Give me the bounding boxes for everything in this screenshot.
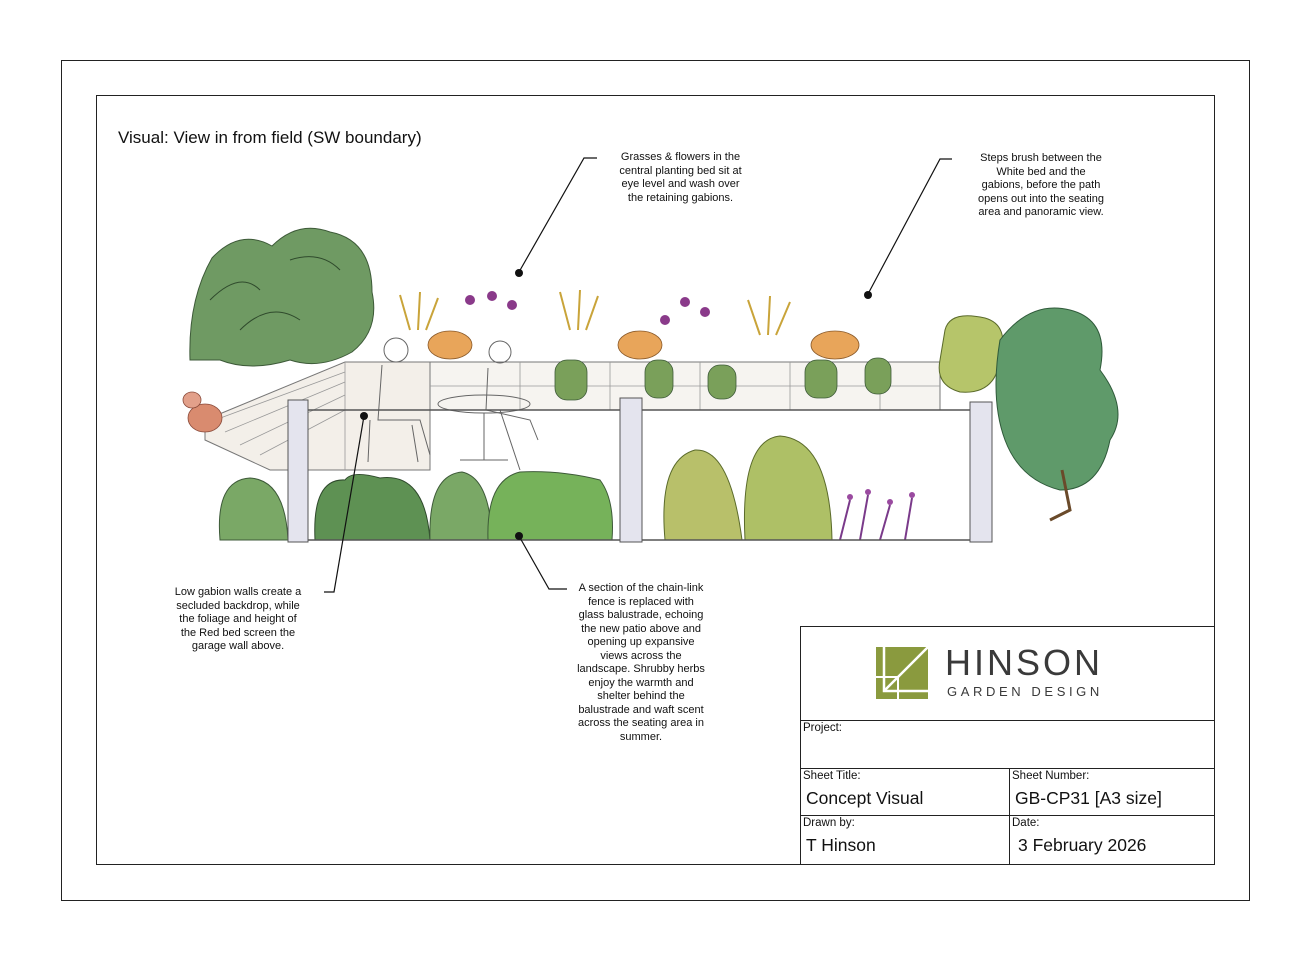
annotation-gabion-walls: Low gabion walls create a secluded backdrop, while the foliage and height of the Red bed screen the garage wall above. <box>174 586 302 652</box>
date-cell <box>1009 815 1215 864</box>
sheet-row <box>801 768 1214 816</box>
sheet-title-label: Sheet Title: <box>803 770 861 782</box>
drawn-by-label: Drawn by: <box>803 817 855 829</box>
sheet-number-value: GB-CP31 [A3 size] <box>1015 788 1162 808</box>
sheet-heading: Visual: View in from field (SW boundary) <box>118 128 422 147</box>
annotation-grasses: Grasses & flowers in the central planting bed sit at eye level and wash over the retaining gabions. <box>619 151 742 204</box>
drawn-by-cell <box>801 815 1009 864</box>
hinson-logo-icon <box>876 647 928 699</box>
date-label: Date: <box>1012 817 1040 829</box>
gabion-wall-rear <box>430 362 940 410</box>
annotation-glass-balustrade: A section of the chain-link fence is replaced with glass balustrade, echoing the new patio above and opening up expansive views across the landscape. Shrubby herbs enjoy the warmth and shelter behind the balustrade and waft scent across the seating area in summer. <box>577 582 705 743</box>
title-block <box>800 626 1215 865</box>
sheet-title-value: Concept Visual <box>806 788 924 808</box>
left-conifer-tree <box>190 228 374 366</box>
sheet-number-cell <box>1009 768 1215 815</box>
sheet-title-cell <box>801 768 1009 815</box>
sheet-number-label: Sheet Number: <box>1012 770 1090 782</box>
company-logo-area <box>801 627 1214 721</box>
drawn-row <box>801 815 1214 864</box>
project-label: Project: <box>803 722 842 734</box>
company-name: HINSON <box>945 642 1104 683</box>
date-value: 3 February 2026 <box>1018 835 1147 855</box>
project-row <box>801 720 1214 769</box>
company-subtitle: GARDEN DESIGN <box>947 684 1103 699</box>
right-trees <box>939 308 1118 520</box>
drawn-by-value: T Hinson <box>806 835 876 855</box>
annotation-steps: Steps brush between the White bed and the gabions, before the path opens out into the seating area and panoramic view. <box>978 152 1104 218</box>
